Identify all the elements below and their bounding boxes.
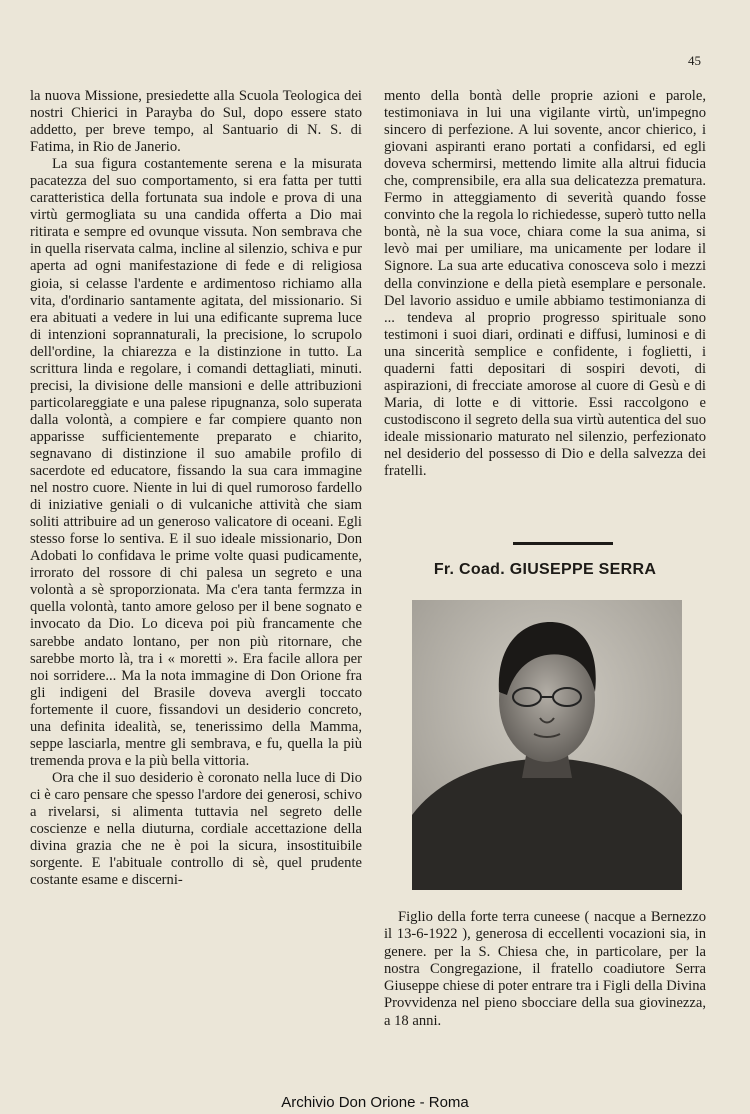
left-paragraph-2: La sua figura costantemente serena e la misurata pacatezza del suo comportamento, si era fatta per tutti caratteristica della fortunata sua indole e prova di una virtù germogliata su una candida offerta a Dio mai ritirata e sempre ed ovunque vissuta. Non sembrava che in quella riservata calma, incline al silenzio, schiva e pur aperta ad ogni manifestazione di fede e di religiosa gioia, si celasse l'ardente e ardimentoso richiamo alla vita, d'ordinario santamente agitata, del missionario. Si era abituati a vedere in lui una edificante suprema luce di intenzioni soprannaturali, la precisione, lo scrupolo dell'ordine, la chiarezza e la distinzione in tutto. La scrittura linda e regolare, i comandi dettagliati, minuti. precisi, la divisione delle mansioni e delle attribuzioni particolareggiate e una palese ripugnanza, solo superata dalla volontà, a compiere e far compiere quanto non apparisse sufficientemente preparato e chiarito, segnavano di distinzione il suo amabile profilo di sacerdote ed educatore, fissando la sua cara immagine nel nostro cuore. Niente in lui di quel rumoroso fardello di iniziative geniali o di vulcaniche attività che siam soliti attribuire ad un generoso valicatore di oceani. Egli stesso forse lo sentiva. E il suo ideale missionario, Don Adobati lo confidava le prime volte quasi pudicamente, irrorato del rossore di chi palesa un segreto e una volontà a sè sproporzionata. Ma c'era tanta fermzza in quella volontà, tanto amore geloso per il bene sognato e invocato da Dio. Lo diceva poi più francamente che sarebbe andato lontano, per non più ritornare, che sarebbe morto là, tra i « moretti ». Era facile allora per noi sorridere... Ma la nota immagine di Don Orione fra gli indigeni del Brasile doveva avergli toccato fortemente il cuore, fissandovi un desiderio concreto, una definita idealità, se, tenerissimo della Mamma, seppe lasciarla, mentre gli sembrava, e fu, quella la più tremenda prova e la più bella vittoria. xyxy=(30,156,362,769)
right-paragraph-1: mento della bontà delle proprie azioni e parole, testimoniava in lui una vigilante virtù, un'impegno sincero di perfezione. A lui sovente, ancor chierico, i giovani aspiranti erano portati a confidarsi, ed egli doveva schermirsi, mettendo limite alla altrui fiducia che, comprensibile, era alla sua delicatezza prematura. Fermo in atteggiamento di severità quando fosse convinto che la regola lo richiedesse, superò tutto nella bontà, nè la sua voce, chiara come la sua anima, si levò mai per umiliare, ma unicamente per lodare il Signore. La sua arte educativa conosceva solo i mezzi della convinzione e della pietà esemplare e personale. Del lavorio assiduo e umile abbiamo testimonianza di ... tendeva al proprio progresso spirituale sono testimoni i suoi diari, ordinati e diffusi, luminosi e di una sincerità semplice e confidente, i foglietti, i quaderni fatti depositari di sospiri devoti, di aspirazioni, di frecciate amorose al cuore di Gesù e di Maria, di lotte e di vittorie. Essi raccolgono e custodiscono il segreto della sua virtù autentica del suo ideale missionario maturato nel silenzio, perfezionato nel desiderio del possesso di Dio e della salvezza dei fratelli. xyxy=(384,88,706,480)
left-paragraph-3: Ora che il suo desiderio è coronato nella luce di Dio ci è caro pensare che spesso l'ardore dei generosi, schivo a rivelarsi, si alimenta tuttavia nel segreto delle coscienze e nella diuturna, cordiale accettazione della divina grazia che ne è poi la sicura, insostituibile sorgente. E l'abituale controllo di sè, quel prudente costante esame e discerni- xyxy=(30,769,362,889)
portrait-photo xyxy=(412,600,682,890)
right-column xyxy=(384,88,706,480)
obituary-heading: Fr. Coad. GIUSEPPE SERRA xyxy=(433,561,657,578)
photo-caption: Figlio della forte terra cuneese ( nacque a Bernezzo il 13-6-1922 ), generosa di eccellenti vocazioni sia, in genere. per la S. Chiesa che, in particolare, per la nostra Congregazione, il fratello coadiutore Serra Giuseppe chiese di poter entrare tra i Figli della Divina Provvidenza nel pieno sbocciare della sua giovinezza, a 18 anni. xyxy=(384,909,706,1029)
archive-footer: Archivio Don Orione - Roma xyxy=(281,1094,469,1111)
left-column xyxy=(30,88,362,889)
page-number: 45 xyxy=(688,53,701,68)
left-paragraph-1: la nuova Missione, presiedette alla Scuola Teologica dei nostri Chierici in Parayba do Sul, dopo essere stato addetto, per breve tempo, al Santuario di N. S. di Fatima, in Rio de Janerio. xyxy=(30,88,362,156)
section-divider xyxy=(513,542,613,545)
portrait-image xyxy=(412,600,682,890)
